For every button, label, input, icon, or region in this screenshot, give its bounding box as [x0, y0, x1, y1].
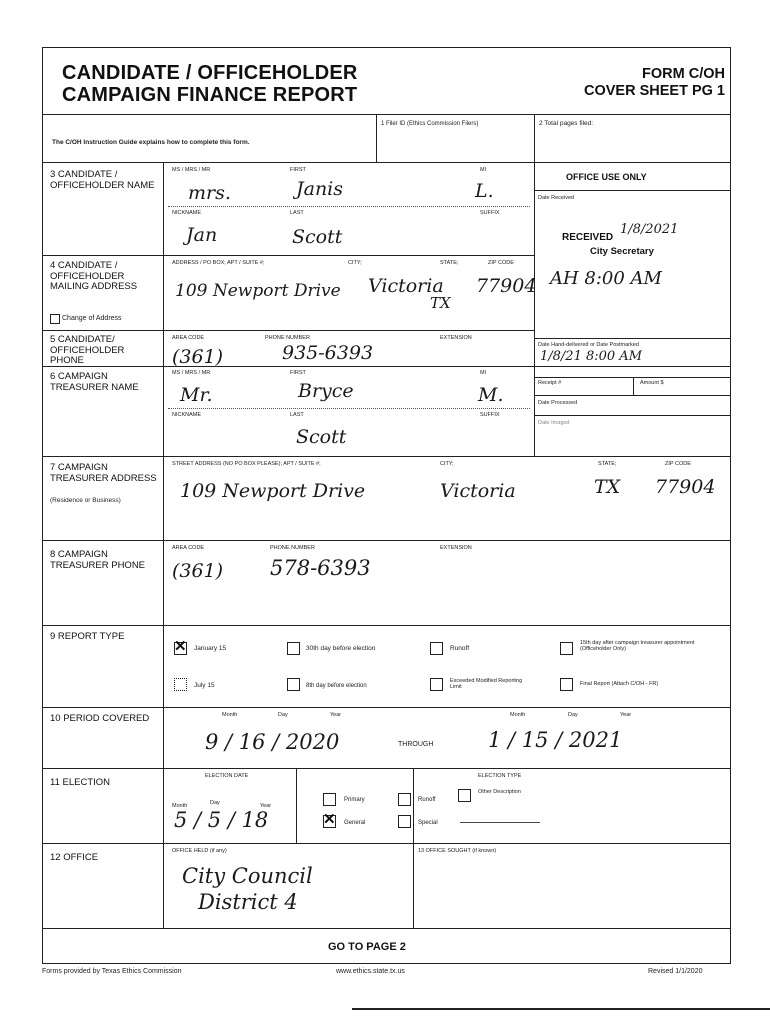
s3-suffix-label: SUFFIX — [480, 210, 500, 216]
s6-title-value[interactable]: Mr. — [180, 384, 213, 406]
received-stamp-date: 1/8/2021 — [620, 222, 679, 237]
s3-nickname-value[interactable]: Jan — [186, 224, 218, 246]
form-id-line1: FORM C/OH — [642, 66, 725, 82]
form-title-line2: CAMPAIGN FINANCE REPORT — [62, 84, 358, 106]
processed-label: Date Processed — [538, 400, 578, 406]
period-from-value[interactable]: 9 / 16 / 2020 — [205, 730, 340, 754]
hand-delivered-value: 1/8/21 8:00 AM — [540, 349, 643, 364]
s10-month-label-2: Month — [510, 712, 526, 718]
15th-day-checkbox[interactable] — [560, 642, 573, 655]
office-held-line1[interactable]: City Council — [182, 864, 313, 888]
s6-title-label: MS / MRS / MR — [172, 370, 211, 376]
form-id-line2: COVER SHEET PG 1 — [583, 83, 725, 99]
received-initials: AH 8:00 AM — [550, 268, 662, 289]
total-pages-label: 2 Total pages filed: — [539, 120, 594, 127]
election-date-value[interactable]: 5 / 5 / 18 — [174, 808, 269, 832]
instruction-text: The C/OH Instruction Guide explains how to complete this form. — [52, 139, 250, 146]
final-report-checkbox[interactable] — [560, 678, 573, 691]
special-checkbox[interactable] — [398, 815, 411, 828]
s7-address-label: STREET ADDRESS (NO PO BOX PLEASE); APT / SUITE #; — [172, 461, 321, 467]
s5-ext-label: EXTENSION — [440, 335, 472, 341]
hand-delivered-label: Date Hand-delivered or Date Postmarked — [538, 342, 639, 348]
8th-day-label: 8th day before election — [306, 683, 367, 689]
s7-state-label: STATE; — [598, 461, 617, 467]
s10-year-label-2: Year — [620, 712, 632, 718]
section-9-label: 9 REPORT TYPE — [50, 631, 125, 642]
30th-day-label: 30th day before election — [306, 645, 376, 652]
s6-nickname-label: NICKNAME — [172, 412, 202, 418]
period-to-value[interactable]: 1 / 15 / 2021 — [488, 728, 623, 752]
s5-area-value[interactable]: (361) — [172, 346, 224, 368]
exceeded-limit-label: Exceeded Modified Reporting Limit — [450, 678, 523, 690]
section-6-label: 6 CAMPAIGN TREASURER NAME — [50, 371, 139, 393]
15th-day-label: 15th day after campaign treasurer appointment (Officeholder Only) — [580, 640, 695, 652]
amount-label: Amount $ — [640, 380, 664, 386]
received-stamp-text: RECEIVED — [562, 232, 614, 243]
office-held-line2[interactable]: District 4 — [198, 890, 298, 914]
ethics-url: www.ethics.state.tx.us — [336, 968, 405, 975]
runoff-report-label: Runoff — [450, 645, 470, 652]
s3-nickname-label: NICKNAME — [172, 210, 202, 216]
filer-id-label: 1 Filer ID (Ethics Commission Filers) — [381, 121, 479, 127]
s4-state-label: STATE; — [440, 260, 459, 266]
scan-artifact-line — [352, 1008, 770, 1010]
section-12-label: 12 OFFICE — [50, 852, 99, 863]
section-11-label: 11 ELECTION — [50, 777, 111, 788]
election-date-label: ELECTION DATE — [205, 773, 249, 779]
office-sought-label: 13 OFFICE SOUGHT (if known) — [418, 848, 497, 854]
s6-first-value[interactable]: Bryce — [298, 380, 354, 402]
s4-state-value[interactable]: TX — [430, 294, 451, 312]
section-8-label: 8 CAMPAIGN TREASURER PHONE — [50, 549, 146, 571]
s4-address-label: ADDRESS / PO BOX; APT / SUITE #; — [172, 260, 265, 266]
s5-phone-label: PHONE NUMBER — [265, 335, 310, 341]
final-report-label: Final Report (Attach C/OH - FR) — [580, 681, 659, 687]
section-7-label: 7 CAMPAIGN TREASURER ADDRESS — [50, 462, 157, 484]
s3-last-label: LAST — [290, 210, 304, 216]
office-use-heading: OFFICE USE ONLY — [566, 172, 647, 182]
s7-state-value[interactable]: TX — [594, 476, 621, 498]
s10-day-label-2: Day — [568, 712, 578, 718]
30th-day-checkbox[interactable] — [287, 642, 300, 655]
s7-city-value[interactable]: Victoria — [440, 480, 516, 502]
s5-area-label: AREA CODE — [172, 335, 205, 341]
s6-mi-label: MI — [480, 370, 487, 376]
receipt-label: Receipt # — [538, 380, 562, 386]
s4-address-value[interactable]: 109 Newport Drive — [175, 281, 341, 301]
revised-date: Revised 1/1/2020 — [648, 968, 703, 975]
s6-last-value[interactable]: Scott — [296, 426, 347, 448]
s6-suffix-label: SUFFIX — [480, 412, 500, 418]
general-check-mark: ✕ — [323, 811, 336, 828]
s10-day-label: Day — [278, 712, 288, 718]
s3-title-value[interactable]: mrs. — [188, 182, 231, 204]
s10-year-label: Year — [330, 712, 342, 718]
change-of-address-label: Change of Address — [62, 315, 122, 322]
s8-phone-value[interactable]: 578-6393 — [270, 556, 371, 580]
section-4-label: 4 CANDIDATE / OFFICEHOLDER MAILING ADDRESS — [50, 260, 138, 292]
s7-address-value[interactable]: 109 Newport Drive — [180, 480, 366, 502]
s8-phone-label: PHONE NUMBER — [270, 545, 315, 551]
s3-mi-value[interactable]: L. — [475, 180, 494, 202]
imaged-label: Date Imaged — [538, 420, 570, 426]
s3-first-value[interactable]: Janis — [296, 178, 344, 200]
go-to-page-2: GO TO PAGE 2 — [328, 941, 406, 953]
s8-area-label: AREA CODE — [172, 545, 205, 551]
s4-city-value[interactable]: Victoria — [368, 275, 444, 297]
s4-city-label: CITY; — [348, 260, 362, 266]
s7-sublabel: (Residence or Business) — [50, 497, 121, 504]
s3-mi-label: MI — [480, 167, 487, 173]
s3-last-value[interactable]: Scott — [292, 226, 343, 248]
section-5-label: 5 CANDIDATE/ OFFICEHOLDER PHONE — [50, 334, 125, 366]
s6-mi-value[interactable]: M. — [478, 384, 504, 406]
date-received-label: Date Received — [538, 195, 575, 201]
s4-zip-value[interactable]: 77904 — [476, 275, 537, 297]
s8-ext-label: EXTENSION — [440, 545, 472, 551]
runoff-election-label: Runoff — [418, 797, 436, 803]
runoff-report-checkbox[interactable] — [430, 642, 443, 655]
change-of-address-checkbox[interactable] — [50, 314, 60, 324]
july-15-label: July 15 — [194, 682, 215, 689]
s7-city-label: CITY; — [440, 461, 454, 467]
exceeded-limit-checkbox[interactable] — [430, 678, 443, 691]
other-checkbox[interactable] — [458, 789, 471, 802]
forms-provided-text: Forms provided by Texas Ethics Commission — [42, 968, 182, 975]
office-held-label: OFFICE HELD (if any) — [172, 848, 227, 854]
8th-day-checkbox[interactable] — [287, 678, 300, 691]
through-label: THROUGH — [398, 741, 434, 748]
section-3-label: 3 CANDIDATE / OFFICEHOLDER NAME — [50, 169, 155, 191]
s5-phone-value[interactable]: 935-6393 — [282, 342, 374, 364]
january-15-label: January 15 — [194, 645, 227, 652]
s10-month-label: Month — [222, 712, 238, 718]
special-label: Special — [418, 820, 438, 826]
s7-zip-value[interactable]: 77904 — [655, 476, 716, 498]
election-type-label: ELECTION TYPE — [478, 773, 522, 779]
primary-label: Primary — [344, 797, 365, 803]
s11-day-label: Day — [210, 800, 220, 806]
primary-checkbox[interactable] — [323, 793, 336, 806]
january-15-check-mark: ✕ — [174, 638, 187, 655]
s11-year-label: Year — [260, 803, 272, 809]
s11-month-label: Month — [172, 803, 188, 809]
filer-id-field[interactable] — [380, 130, 530, 158]
s3-title-label: MS / MRS / MR — [172, 167, 211, 173]
s6-last-label: LAST — [290, 412, 304, 418]
s7-zip-label: ZIP CODE — [665, 461, 691, 467]
s8-area-value[interactable]: (361) — [172, 560, 224, 582]
form-title-line1: CANDIDATE / OFFICEHOLDER — [62, 62, 358, 84]
s6-first-label: FIRST — [290, 370, 306, 376]
section-10-label: 10 PERIOD COVERED — [50, 713, 150, 724]
july-15-checkbox[interactable] — [174, 678, 187, 691]
runoff-election-checkbox[interactable] — [398, 793, 411, 806]
general-label: General — [344, 820, 366, 826]
s3-first-label: FIRST — [290, 167, 306, 173]
s4-zip-label: ZIP CODE — [488, 260, 514, 266]
other-label: Other Description — [478, 789, 521, 795]
city-secretary-stamp: City Secretary — [590, 246, 654, 257]
